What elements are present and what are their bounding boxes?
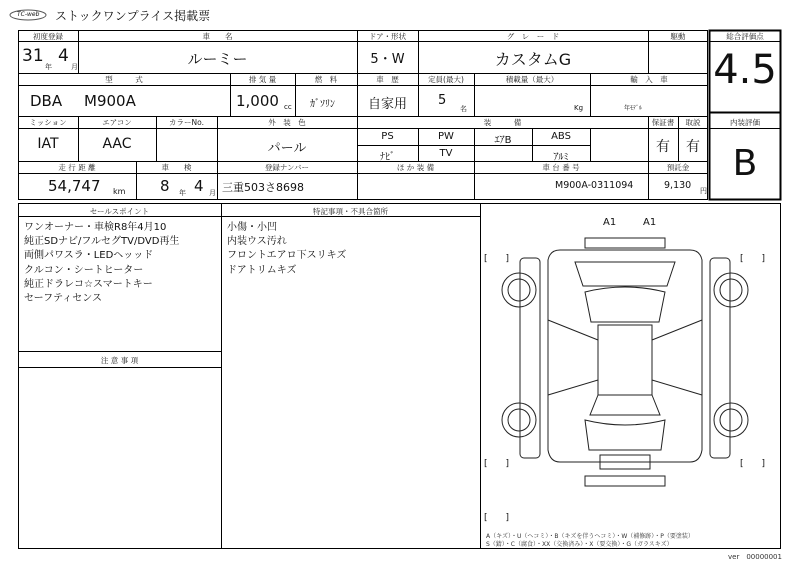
unit-yen: 円 [700,187,707,195]
unit-cc: cc [284,103,292,111]
label-deposit: 預託金 [666,163,690,172]
label-exterior: 外 装 色 [268,118,306,127]
chassis-number: M900A-0311094 [555,180,634,191]
label-mission: ミッション [29,118,67,127]
car-name: ルーミー [187,50,248,68]
mission: IAT [37,136,59,152]
overall-score: 4.5 [713,47,777,93]
label-drive: 駆動 [670,32,686,41]
list-item: ワンオーナー・車検R8年4月10 [24,222,167,233]
label-chassis: 車 台 番 号 [542,163,580,172]
bracket-left-bottom: [ ] [484,459,510,469]
list-item: フロントエアロ下スリキズ [227,250,347,262]
label-load: 積載量（最大） [505,75,559,84]
equip-navi: ﾅﾋﾞ [380,152,395,163]
bracket-right-top: [ ] [740,254,766,264]
bracket-right-bottom: [ ] [740,459,766,469]
version-label: ver 00000001 [728,553,782,561]
label-door: ドア・形状 [368,32,407,41]
bracket-left-lower: [ ] [484,513,510,523]
label-aircon: エアコン [102,118,132,127]
label-plate: 登録ナンバー [264,163,310,172]
exterior-color: パール [267,141,307,156]
list-item: 両側パワスラ・LEDヘッッド [24,250,154,262]
label-capacity: 定員(最大) [428,75,464,84]
label-displacement: 排 気 量 [248,75,277,84]
label-usage: 車 歴 [376,75,399,84]
capacity: 5 [438,93,447,108]
damage-mark-2: A1 [643,217,657,228]
label-model: 型 式 [105,75,143,84]
list-item: クルコン・シートヒーター [24,264,144,276]
grade: カスタムG [494,50,572,69]
label-car-name: 車 名 [202,32,233,41]
unit-month: 月 [71,63,78,71]
unit-kg: Kg [574,104,584,112]
label-warranty: 保証書 [651,118,675,127]
plate-number: 三重503さ8698 [222,181,304,194]
unit-model-year: 年ﾓﾃﾞﾙ [624,105,643,112]
label-mileage: 走 行 距 離 [58,163,96,172]
bracket-left-top: [ ] [484,254,510,264]
label-manual: 取説 [685,118,701,127]
legend-line-2: S（錆）・C（腐食）・XX（交換済み）・X（要交換）・G（ガラスキズ） [486,541,673,548]
unit-person: 名 [460,105,467,113]
first-reg-month: 4 [58,46,69,66]
label-grade: グ レ ー ド [506,32,560,41]
inspection-month: 4 [194,177,204,195]
displacement: 1,000 [236,92,279,110]
first-reg-year: 31 [22,46,44,66]
unit-year: 年 [45,63,52,71]
mileage: 54,747 [48,177,101,195]
warranty: 有 [656,139,670,155]
label-color-no: カラーNo. [169,118,204,127]
manual: 有 [686,139,700,155]
model-prefix: DBA [30,92,63,110]
deposit: 9,130 [664,180,692,191]
label-inspection: 車 検 [161,163,192,172]
aircon: AAC [102,136,132,152]
list-item: セーフティセンス [24,293,102,305]
equip-ps: PS [381,131,394,142]
door-type: 5・W [370,52,405,67]
fuel: ｶﾞｿﾘﾝ [310,99,335,110]
equip-abs: ABS [551,131,571,142]
label-overall: 総合評価点 [726,32,764,41]
damage-mark-1: A1 [603,217,617,228]
list-item: 純正SDナビ/フルセグTV/DVD再生 [24,236,180,248]
list-item: ドアトリムキズ [227,264,297,276]
label-notes: 注 意 事 項 [100,356,139,365]
label-other-equip: ほ か 装 備 [396,163,435,172]
label-fuel: 燃 料 [314,75,338,84]
label-first-reg: 初度登録 [33,32,63,41]
label-remarks: 特記事項・不具合箇所 [313,207,388,216]
list-item: 純正ドラレコ☆スマートキー [24,278,153,290]
equip-alumi: ｱﾙﾐ [553,152,569,163]
list-item: 内装ウス汚れ [227,236,287,248]
logo-text: TC-web [17,11,40,18]
unit-km: km [113,187,126,196]
legend-line-1: A（キズ）・U（ヘコミ）・B（キズを伴うヘコミ）・W（補修跡）・P（要塗装） [486,533,694,540]
unit-insp-month: 月 [209,189,216,197]
label-interior: 内装評価 [730,118,760,127]
equip-airbag: ｴｱB [494,135,512,146]
equip-tv: TV [439,148,453,159]
label-equipment: 装 備 [483,118,522,127]
page-title: ストックワンプライス掲載票 [55,9,211,23]
label-import: 輸 入 車 [630,75,668,84]
inspection-year: 8 [160,177,170,195]
label-sales-points: セールスポイント [89,207,150,216]
model: M900A [84,92,136,110]
unit-insp-year: 年 [179,189,186,197]
list-item: 小傷・小凹 [227,222,277,233]
interior-score: B [732,143,758,184]
equip-pw: PW [438,131,454,142]
usage: 自家用 [367,97,407,112]
